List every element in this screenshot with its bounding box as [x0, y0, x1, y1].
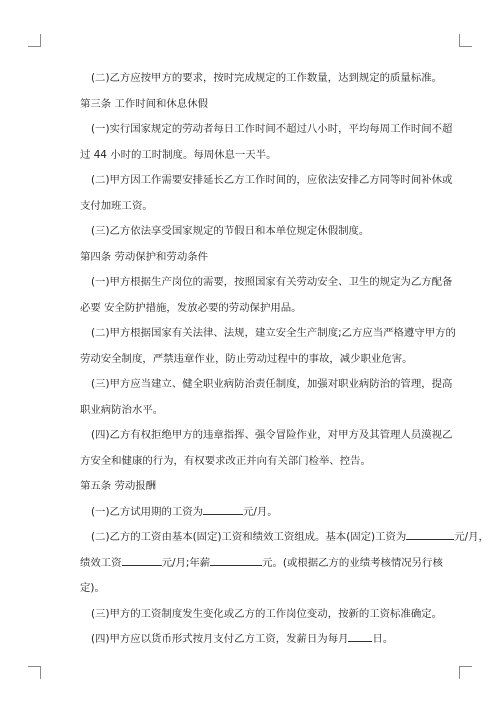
paragraph-line: 定)。: [80, 582, 105, 594]
paragraph-line: [80, 627, 426, 653]
paragraph-line: 方安全和健康的行为，有权要求改正并向有关部门检举、控告。: [80, 454, 371, 467]
crop-mark-bottom-right: [459, 666, 472, 679]
text-segment: 元/月，: [454, 531, 489, 543]
fill-in-blank[interactable]: [348, 631, 372, 642]
text-segment: (四)甲方应以货币形式按月支付乙方工资，发薪日为每月: [91, 633, 349, 645]
text-segment: (二)乙方的工资由基本(固定)工资和绩效工资组成。基本(固定)工资为: [91, 531, 407, 543]
crop-mark-top-right: [459, 34, 472, 47]
fill-in-blank[interactable]: [203, 504, 243, 515]
paragraph-line: 支付加班工资。: [80, 199, 153, 212]
text-segment: 绩效工资: [80, 556, 122, 569]
document-body: [80, 66, 489, 653]
text-segment: (一)乙方试用期的工资为: [91, 505, 204, 518]
paragraph-line: (四)乙方有权拒绝甲方的违章指挥、强令冒险作业，对甲方及其管理人员漠视乙: [91, 429, 453, 441]
fill-in-blank[interactable]: [406, 529, 454, 540]
paragraph-line: (二)甲方根据国家有关法律、法规，建立安全生产制度;乙方应当严格遵守甲方的: [91, 327, 456, 339]
text-segment: 日。: [372, 633, 394, 645]
crop-mark-top-left: [28, 34, 41, 47]
text-segment: 元/月。: [243, 505, 278, 518]
paragraph-line: (二)甲方因工作需要安排延长乙方工作时间的，应依法安排乙方同等时间补休或: [91, 174, 453, 186]
paragraph-line: 必要 安全防护措施，发放必要的劳动保护用品。: [80, 301, 302, 314]
article-heading: 第四条 劳动保护和劳动条件: [80, 250, 208, 263]
paragraph-line: 职业病防治水平。: [80, 403, 164, 416]
paragraph-line: (二)乙方应按甲方的要求，按时完成规定的工作数量，达到规定的质量标准。: [91, 72, 442, 84]
fill-in-blank[interactable]: [122, 555, 162, 566]
paragraph-line: (一)实行国家规定的劳动者每日工作时间不超过八小时，平均每周工作时间不超: [91, 123, 453, 135]
fill-in-blank[interactable]: [210, 555, 262, 566]
paragraph-line: (三)甲方的工资制度发生变化或乙方的工作岗位变动，按新的工资标准确定。: [91, 607, 442, 620]
article-heading: 第三条 工作时间和休息休假: [80, 97, 208, 110]
text-segment: 元/月;年薪: [161, 556, 211, 569]
paragraph-line: 过 44 小时的工时制度。每周休息一天半。: [80, 148, 277, 161]
paragraph-line: (三)甲方应当建立、健全职业病防治责任制度，加强对职业病防治的管理，提高: [91, 378, 453, 390]
paragraph-line: (三)乙方依法享受国家规定的节假日和本单位规定休假制度。: [91, 225, 370, 237]
paragraph-line: 劳动安全制度，严禁违章作业，防止劳动过程中的事故，减少职业危害。: [80, 352, 413, 365]
crop-mark-bottom-left: [28, 666, 41, 679]
paragraph-line: [80, 551, 443, 577]
paragraph-line: (一)甲方根据生产岗位的需要，按照国家有关劳动安全、卫生的规定为乙方配备: [91, 276, 453, 288]
text-segment: 元。(或根据乙方的业绩考核情况另行核: [262, 556, 443, 569]
paragraph-line: [80, 500, 426, 526]
article-heading: 第五条 劳动报酬: [80, 480, 157, 492]
paragraph-line: [80, 525, 489, 551]
